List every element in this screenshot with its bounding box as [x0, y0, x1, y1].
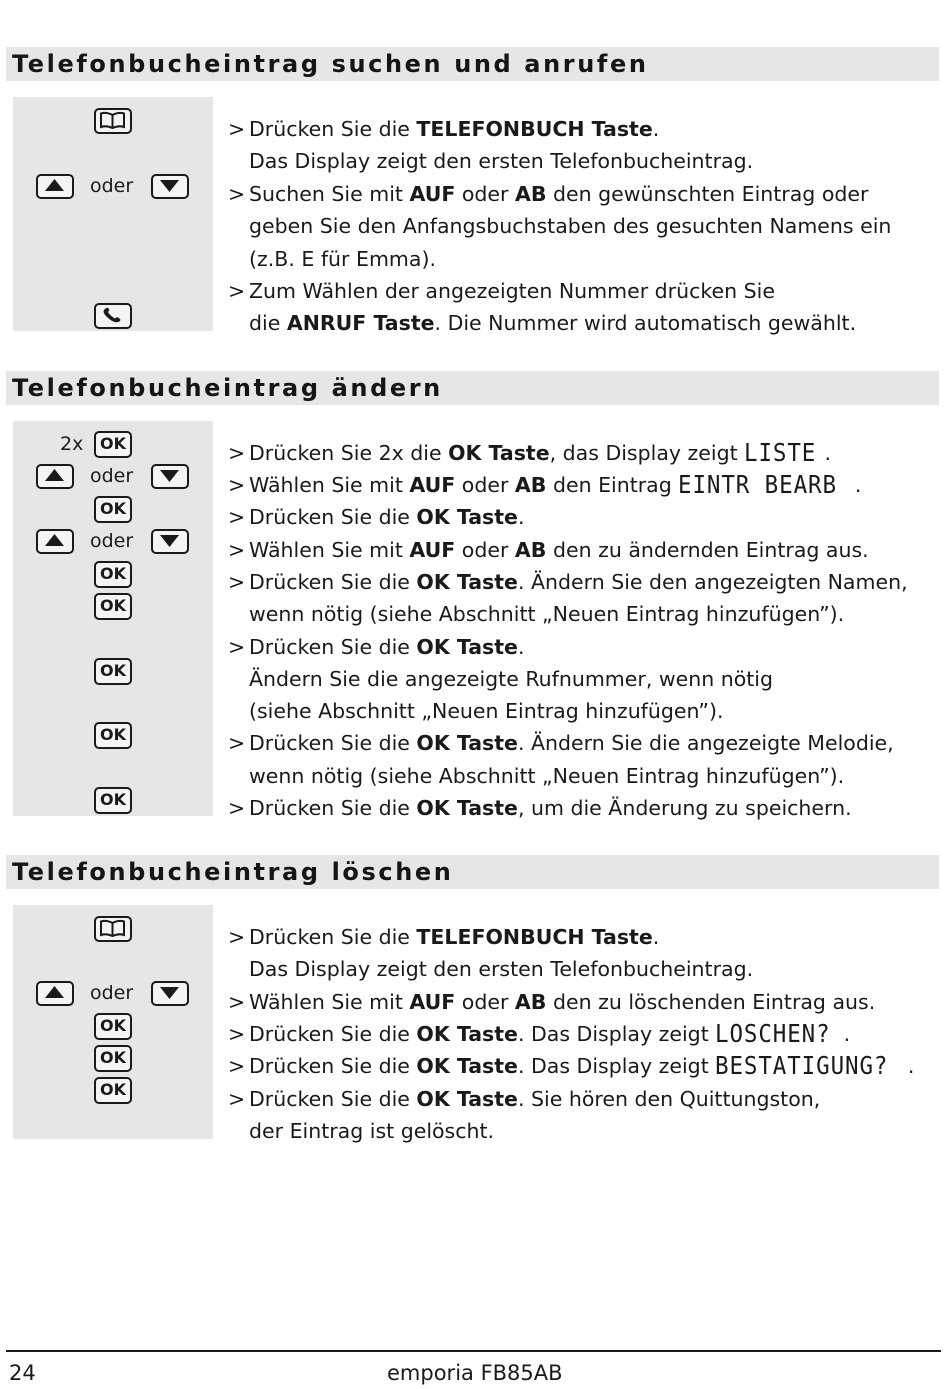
- instruction-line: > Zum Wählen der angezeigten Nummer drücken Sie: [228, 279, 775, 303]
- instruction-line: Das Display zeigt den ersten Telefonbucheintrag.: [249, 149, 754, 173]
- instruction-line: > Drücken Sie die OK Taste. Das Display zeigt LOSCHEN? .: [228, 1019, 851, 1048]
- instruction-line: die ANRUF Taste. Die Nummer wird automatisch gewählt.: [249, 311, 857, 335]
- oder-label: oder: [90, 465, 134, 487]
- instruction-line: > Drücken Sie die TELEFONBUCH Taste.: [228, 925, 660, 949]
- ok-key-icon: OK: [94, 787, 132, 814]
- up-key-icon: [36, 464, 74, 489]
- key-panel-search-call: [13, 97, 213, 331]
- instruction-line: (z.B. E für Emma).: [249, 247, 436, 271]
- instruction-line: > Wählen Sie mit AUF oder AB den zu löschenden Eintrag aus.: [228, 990, 876, 1014]
- phonebook-key-icon: [94, 108, 132, 134]
- oder-label: oder: [90, 175, 134, 197]
- instruction-line: > Wählen Sie mit AUF oder AB den zu ändernden Eintrag aus.: [228, 538, 869, 562]
- instruction-line: Ändern Sie die angezeigte Rufnummer, wenn nötig: [249, 667, 774, 691]
- instruction-line: > Wählen Sie mit AUF oder AB den Eintrag EINTR BEARB .: [228, 470, 862, 499]
- key-panel-delete: [13, 905, 213, 1139]
- ok-key-icon: OK: [94, 1013, 132, 1040]
- up-key-icon: [36, 174, 74, 199]
- oder-label: oder: [90, 982, 134, 1004]
- two-times-label: 2x: [60, 433, 84, 455]
- display-text-bestatigung: BESTATIGUNG?: [715, 1051, 889, 1080]
- display-text-eintr-bearb: EINTR BEARB: [678, 470, 838, 499]
- instruction-line: wenn nötig (siehe Abschnitt „Neuen Eintrag hinzufügen”).: [249, 764, 845, 788]
- down-key-icon: [151, 981, 189, 1006]
- section-title-edit: Telefonbucheintrag ändern: [6, 371, 939, 405]
- instruction-line: > Drücken Sie die TELEFONBUCH Taste.: [228, 117, 660, 141]
- display-text-loschen: LOSCHEN?: [715, 1019, 831, 1048]
- instruction-line: (siehe Abschnitt „Neuen Eintrag hinzufügen”).: [249, 699, 724, 723]
- up-key-icon: [36, 981, 74, 1006]
- footer-divider: [6, 1350, 941, 1352]
- down-key-icon: [151, 174, 189, 199]
- ok-key-icon: OK: [94, 431, 132, 458]
- phonebook-key-icon: [94, 916, 132, 942]
- display-text-liste: LISTE: [744, 438, 817, 467]
- instruction-line: > Drücken Sie die OK Taste. Das Display zeigt BESTATIGUNG? .: [228, 1051, 915, 1080]
- instruction-line: > Drücken Sie 2x die OK Taste, das Display zeigt LISTE .: [228, 438, 831, 467]
- key-panel-edit: [13, 421, 213, 816]
- instruction-line: > Suchen Sie mit AUF oder AB den gewünschten Eintrag oder: [228, 182, 869, 206]
- call-key-icon: [94, 303, 132, 329]
- instruction-line: geben Sie den Anfangsbuchstaben des gesuchten Namens ein: [249, 214, 892, 238]
- product-name: emporia FB85AB: [387, 1361, 563, 1385]
- oder-label: oder: [90, 530, 134, 552]
- instruction-line: Das Display zeigt den ersten Telefonbucheintrag.: [249, 957, 754, 981]
- page-number: 24: [9, 1361, 36, 1385]
- instruction-line: > Drücken Sie die OK Taste. Sie hören den Quittungston,: [228, 1087, 821, 1111]
- instruction-line: > Drücken Sie die OK Taste.: [228, 505, 525, 529]
- down-key-icon: [151, 529, 189, 554]
- instruction-line: wenn nötig (siehe Abschnitt „Neuen Eintrag hinzufügen”).: [249, 602, 845, 626]
- down-key-icon: [151, 464, 189, 489]
- section-title-search-call: Telefonbucheintrag suchen und anrufen: [6, 47, 939, 81]
- instruction-line: > Drücken Sie die OK Taste.: [228, 635, 525, 659]
- section-title-delete: Telefonbucheintrag löschen: [6, 855, 939, 889]
- ok-key-icon: OK: [94, 658, 132, 685]
- ok-key-icon: OK: [94, 1077, 132, 1104]
- instruction-line: > Drücken Sie die OK Taste, um die Änderung zu speichern.: [228, 796, 852, 820]
- instruction-line: > Drücken Sie die OK Taste. Ändern Sie den angezeigten Namen,: [228, 570, 908, 594]
- ok-key-icon: OK: [94, 593, 132, 620]
- ok-key-icon: OK: [94, 496, 132, 523]
- instruction-line: > Drücken Sie die OK Taste. Ändern Sie die angezeigte Melodie,: [228, 731, 894, 755]
- instruction-line: der Eintrag ist gelöscht.: [249, 1119, 495, 1143]
- up-key-icon: [36, 529, 74, 554]
- ok-key-icon: OK: [94, 722, 132, 749]
- ok-key-icon: OK: [94, 561, 132, 588]
- ok-key-icon: OK: [94, 1045, 132, 1072]
